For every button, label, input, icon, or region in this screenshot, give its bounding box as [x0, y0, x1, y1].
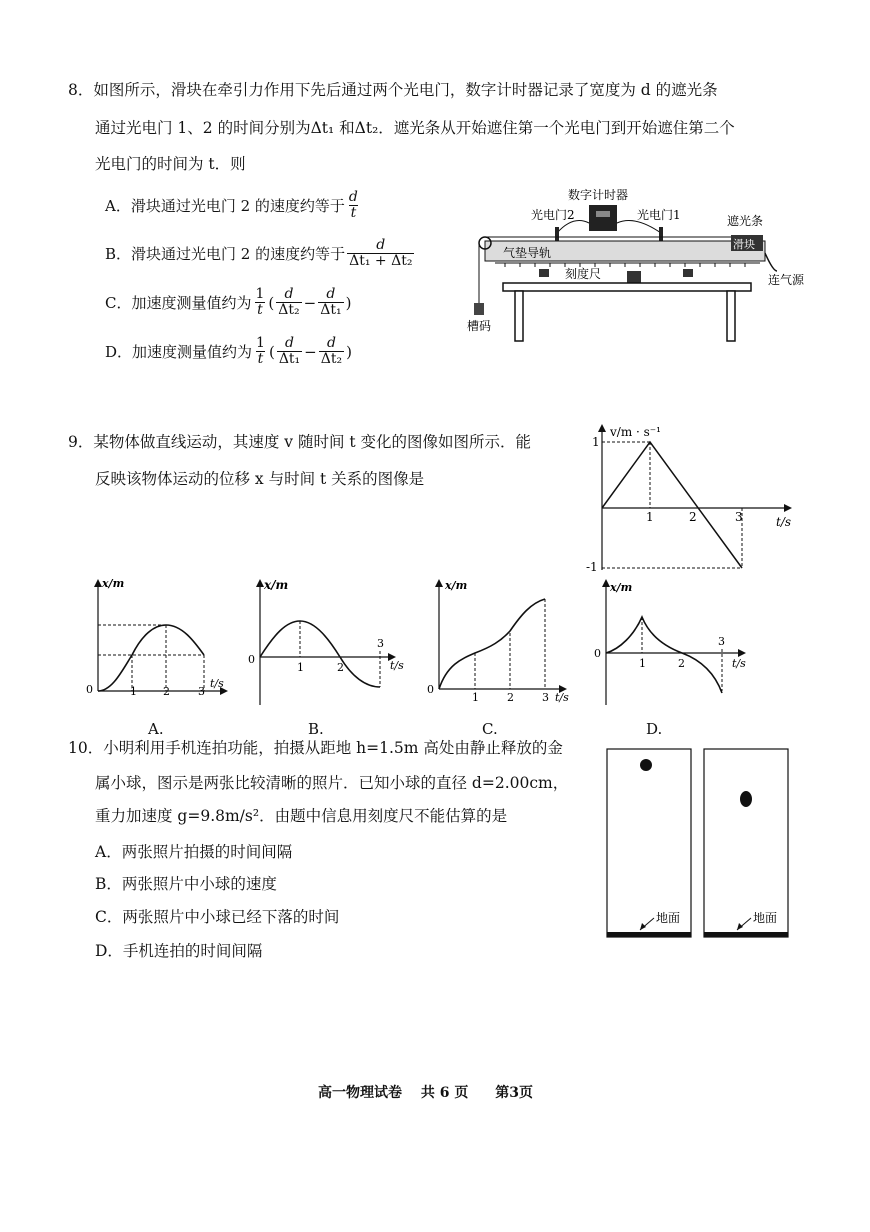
graph-b-y-label: x/m [264, 578, 289, 592]
photo-2-ground-label: 地面 [753, 911, 778, 925]
q10-stem-line2: 属小球，图示是两张比较清晰的照片．已知小球的直径 d=2.00cm， [95, 774, 569, 792]
q8-option-b-den: Δt₁ + Δt₂ [349, 253, 413, 269]
vt-x-label: t/s [776, 515, 792, 529]
graph-c-origin: 0 [427, 683, 434, 696]
q8-stem-line2: 通过光电门 1、2 的时间分别为Δt₁ 和Δt₂．遮光条从开始遮住第一个光电门到开始遮住第二个 [95, 119, 735, 137]
graph-c-y-label: x/m [445, 579, 468, 592]
q8-option-a-num: d [348, 189, 358, 205]
graph-c-t1: 1 [472, 691, 479, 704]
vt-line [602, 442, 742, 568]
graph-d-t3: 3 [718, 635, 725, 648]
ruler-label: 刻度尺 [565, 267, 602, 281]
q8-option-c-paren-open: ( [268, 293, 275, 312]
q8-option-d-coef [254, 336, 267, 367]
graph-d-x-label: t/s [732, 657, 746, 670]
q8-option-c-frac1-den: Δt₂ [278, 302, 300, 318]
q8-option-d-paren-close: ) [346, 342, 352, 361]
vt-tick-x1: 1 [646, 510, 654, 524]
q8-option-c-text: C．加速度测量值约为 [105, 294, 252, 312]
q8-option-b-num: d [376, 237, 386, 253]
support-right [683, 269, 693, 277]
air-source-label: 连气源 [768, 273, 805, 287]
q8-option-b-text: B．滑块通过光电门 2 的速度约等于 [105, 245, 346, 263]
vt-y-label: v/m · s⁻¹ [610, 425, 661, 439]
q10-option-d: D．手机连拍的时间间隔 [95, 942, 263, 960]
q8-option-c [105, 287, 351, 318]
graph-a-t2: 2 [163, 685, 170, 698]
graph-a-curve [98, 625, 204, 691]
graph-d-curve [606, 617, 722, 693]
q8-option-c-coef-num: 1 [255, 286, 265, 302]
gate1-wire [617, 221, 661, 233]
footer-total-pages: 共 6 页 [420, 1085, 469, 1101]
q10-option-a: A．两张照片拍摄的时间间隔 [95, 843, 293, 861]
support-center [627, 271, 641, 283]
q9-label-b: B. [308, 720, 324, 738]
q10-stem-line3: 重力加速度 g=9.8m/s²．由题中信息用刻度尺不能估算的是 [95, 807, 508, 825]
q8-option-d-text: D．加速度测量值约为 [105, 343, 253, 361]
q10-option-c: C．两张照片中小球已经下落的时间 [95, 908, 340, 926]
graph-b-t1: 1 [297, 661, 304, 674]
timer-label: 数字计时器 [568, 188, 629, 202]
graph-b-y-arrow [256, 579, 264, 587]
q8-option-c-frac2-den: Δt₁ [320, 302, 342, 318]
q8-apparatus-figure [465, 183, 815, 348]
vt-tick-x3: 3 [735, 510, 743, 524]
photo-1-ground-label: 地面 [656, 911, 681, 925]
photo-2-frame [704, 749, 788, 937]
q9-label-c: C. [482, 720, 498, 738]
q10-option-b: B．两张照片中小球的速度 [95, 875, 277, 893]
graph-a-t3: 3 [198, 685, 205, 698]
q8-option-a-text: A．滑块通过光电门 2 的速度约等于 [105, 197, 345, 215]
air-hose [765, 253, 777, 271]
graph-d-t2: 2 [678, 657, 685, 670]
graph-b-t2: 2 [337, 661, 344, 674]
q8-option-b [105, 238, 416, 269]
weight-label: 槽码 [467, 319, 492, 333]
q9-graph-a [82, 575, 237, 700]
q8-option-d [105, 336, 352, 367]
q8-option-d-paren-open: ( [268, 342, 275, 361]
q8-option-d-frac1-num: d [285, 335, 294, 351]
digital-timer-box [589, 205, 617, 231]
graph-c-curve [439, 599, 545, 689]
support-left [539, 269, 549, 277]
graph-b-origin: 0 [248, 653, 255, 666]
graph-a-x-label: t/s [210, 677, 224, 690]
q10-stem-line1: 10．小明利用手机连拍功能，拍摄从距地 h=1.5m 高处由静止释放的金 [68, 739, 563, 757]
q9-graph-d [590, 575, 760, 710]
graph-d-y-label: x/m [610, 581, 633, 594]
q8-option-d-frac1 [277, 336, 302, 367]
strip-label: 遮光条 [727, 214, 764, 228]
q8-option-a-den: t [350, 205, 357, 221]
graph-d-t1: 1 [639, 657, 646, 670]
graph-c-t2: 2 [507, 691, 514, 704]
q9-vt-graph [578, 418, 800, 578]
q8-option-d-frac2 [319, 336, 344, 367]
q8-option-d-coef-num: 1 [256, 335, 265, 351]
graph-a-t1: 1 [130, 685, 137, 698]
q8-option-c-coef [253, 287, 266, 318]
photo-2-ball [740, 791, 752, 807]
table-top [503, 283, 751, 291]
q10-photo-2 [703, 748, 791, 940]
table-leg-left [515, 291, 523, 341]
graph-a-origin: 0 [86, 683, 93, 696]
track-label: 气垫导轨 [503, 246, 552, 260]
q8-option-c-coef-den: t [257, 302, 263, 318]
graph-c-y-arrow [435, 579, 443, 587]
q8-option-c-frac2 [318, 287, 343, 318]
q8-option-c-frac2-num: d [326, 286, 336, 302]
page-footer [318, 1082, 533, 1102]
vt-tick-x2: 2 [689, 510, 697, 524]
graph-c-t3: 3 [542, 691, 549, 704]
photo-1-ground [607, 932, 691, 937]
gate2-label: 光电门2 [531, 208, 575, 222]
gate2-wire [557, 221, 589, 233]
table-leg-right [727, 291, 735, 341]
q8-option-c-minus: − [303, 293, 317, 312]
graph-a-y-label: x/m [102, 577, 125, 590]
timer-display [596, 211, 610, 217]
q9-graph-b [240, 575, 405, 710]
q8-option-b-fraction [347, 238, 414, 269]
q8-option-a [105, 190, 362, 221]
q9-stem-line2: 反映该物体运动的位移 x 与时间 t 关系的图像是 [95, 470, 425, 488]
graph-b-curve [260, 621, 380, 687]
footer-page-number: 第3页 [495, 1085, 533, 1101]
photo-2-ground [704, 932, 788, 937]
q8-stem-line1: 8．如图所示，滑块在牵引力作用下先后通过两个光电门，数字计时器记录了宽度为 d 的遮光条 [68, 81, 718, 99]
q8-option-a-fraction [347, 190, 360, 221]
graph-d-x-arrow [738, 649, 746, 657]
slider-label: 滑块 [733, 238, 755, 251]
hanging-weight [474, 303, 484, 315]
q8-stem-line3: 光电门的时间为 t．则 [95, 155, 246, 173]
graph-c-x-label: t/s [555, 691, 569, 704]
q8-option-c-frac1 [276, 287, 301, 318]
vt-x-arrow [784, 504, 792, 512]
graph-d-y-arrow [602, 579, 610, 587]
footer-subject: 高一物理试卷 [318, 1085, 402, 1101]
q9-label-d: D. [646, 720, 663, 738]
q8-option-d-frac2-den: Δt₂ [320, 351, 343, 367]
vt-y-arrow [598, 424, 606, 432]
q10-photo-1 [606, 748, 694, 940]
graph-b-t3: 3 [377, 637, 384, 650]
ruler-ticks [505, 263, 745, 267]
vt-tick-y-pos: 1 [592, 435, 600, 449]
vt-tick-y-neg: -1 [586, 560, 598, 574]
gate1-label: 光电门1 [637, 208, 681, 222]
q8-option-d-frac1-den: Δt₁ [278, 351, 301, 367]
graph-d-origin: 0 [594, 647, 601, 660]
q9-graph-c [425, 575, 585, 705]
q8-option-c-paren-close: ) [345, 293, 352, 312]
graph-b-x-label: t/s [390, 659, 404, 672]
q8-option-d-minus: − [304, 342, 317, 361]
photo-1-ball [640, 759, 652, 771]
q9-label-a: A. [148, 720, 164, 738]
q8-option-d-coef-den: t [257, 351, 264, 367]
q9-stem-line1: 9．某物体做直线运动，其速度 v 随时间 t 变化的图像如图所示．能 [68, 433, 532, 451]
photo-1-frame [607, 749, 691, 937]
q8-option-c-frac1-num: d [284, 286, 294, 302]
graph-a-y-arrow [94, 579, 102, 587]
q8-option-d-frac2-num: d [326, 335, 336, 351]
